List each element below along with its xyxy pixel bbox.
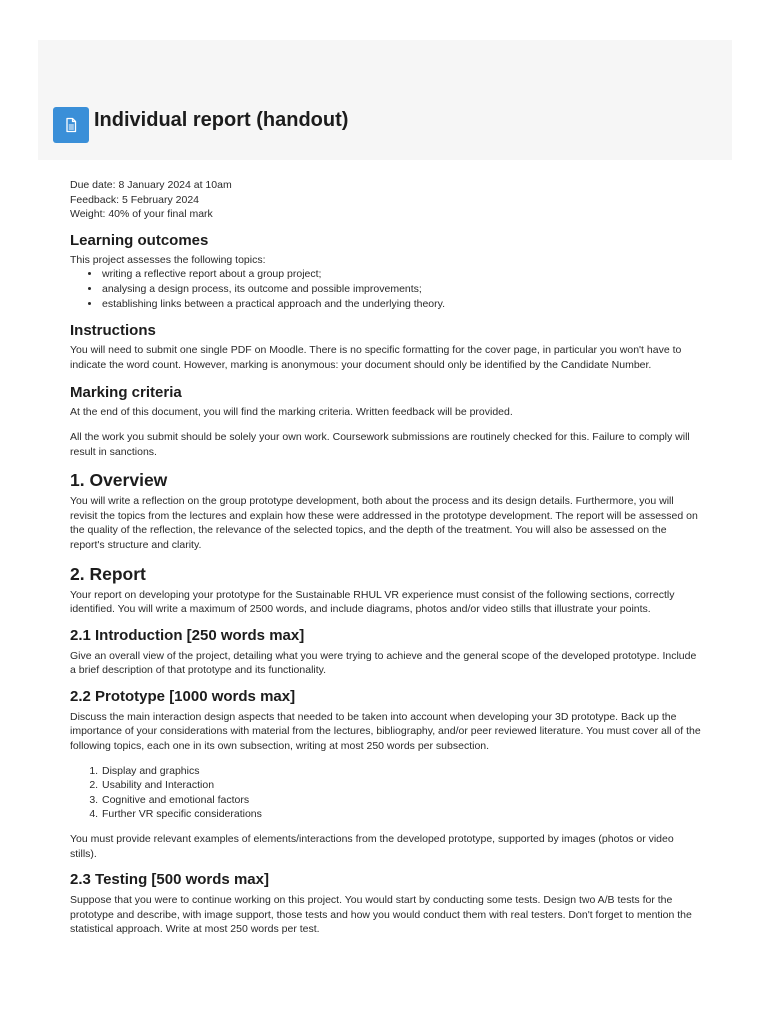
learning-outcomes-intro: This project assesses the following topics: bbox=[70, 253, 266, 266]
document-icon bbox=[53, 107, 89, 143]
introduction-text: Give an overall view of the project, detailing what you were trying to achieve and the general scope of the developed prototype. Include a brief description of that prototype and its functionality. bbox=[70, 649, 697, 677]
instructions-text: You will need to submit one single PDF on Moodle. There is no specific formatting for the cover page, in particular you won't have to indicate the word count. However, marking is anonymous: your document should only be identified by the Candidate Number. bbox=[70, 344, 682, 371]
prototype-examples-text: You must provide relevant examples of elements/interactions from the developed prototype, supported by images (photos or video stills). bbox=[70, 833, 674, 860]
list-item: 1. Display and graphics bbox=[101, 764, 702, 779]
document-body bbox=[70, 178, 702, 937]
list-item: • establishing links between a practical approach and the underlying theory. bbox=[101, 297, 702, 312]
overview-heading: 1. Overview bbox=[70, 470, 168, 491]
prototype-topics-list bbox=[70, 764, 702, 822]
page-title: Individual report (handout) bbox=[94, 109, 349, 131]
list-item: 3. Cognitive and emotional factors bbox=[101, 793, 702, 808]
testing-heading: 2.3 Testing [500 words max] bbox=[70, 871, 269, 889]
prototype-heading: 2.2 Prototype [1000 words max] bbox=[70, 687, 296, 705]
instructions-heading: Instructions bbox=[70, 322, 156, 340]
weight: Weight: 40% of your final mark bbox=[70, 208, 213, 221]
meta-block bbox=[70, 178, 702, 222]
prototype-text: Discuss the main interaction design aspects that needed to be taken into account when developing your 3D prototype. Back up the importance of your considerations with material from the lectures, bibliography, and/or peer reviewed literature. You must cover all of the following topics, each one in its own subsection, writing at most 250 words per subsection. bbox=[70, 710, 701, 753]
due-date: Due date: 8 January 2024 at 10am bbox=[70, 179, 232, 191]
list-item: • writing a reflective report about a group project; bbox=[101, 267, 702, 282]
introduction-heading: 2.1 Introduction [250 words max] bbox=[70, 626, 305, 644]
marking-criteria-text: At the end of this document, you will find the marking criteria. Written feedback will be provided. bbox=[70, 406, 513, 419]
report-heading: 2. Report bbox=[70, 563, 146, 584]
own-work-notice: All the work you submit should be solely your own work. Coursework submissions are routinely checked for this. Failure to comply will result in sanctions. bbox=[70, 430, 690, 458]
document-glyph-icon bbox=[62, 116, 80, 134]
overview-text: You will write a reflection on the group prototype development, both about the process and its design details. Furthermore, you will revisit the topics from the lectures and explain how these were addressed in the prototype development. The report will be assessed on the quality of the reflection, the relevance of the selected topics, and the depth of the treatment. You will also be assessed on the report's structure and clarity. bbox=[70, 495, 698, 551]
list-item: 2. Usability and Interaction bbox=[101, 778, 702, 793]
marking-criteria-heading: Marking criteria bbox=[70, 384, 182, 402]
list-item: 4. Further VR specific considerations bbox=[101, 807, 702, 822]
testing-text: Suppose that you were to continue working on this project. You would start by conducting some tests. Design two A/B tests for the prototype and describe, with image support, those tests and how you would conduct them with real testers. Don't forget to mention the statistical approach. Write at most 250 words per test. bbox=[70, 894, 692, 936]
report-text: Your report on developing your prototype for the Sustainable RHUL VR experience must consist of the following sections, correctly identified. You will write a maximum of 2500 words, and include diagrams, photos and/or video stills that illustrate your points. bbox=[70, 588, 675, 616]
learning-outcomes-list bbox=[70, 267, 702, 311]
learning-outcomes-heading: Learning outcomes bbox=[70, 231, 209, 249]
header-band bbox=[38, 40, 732, 160]
feedback-date: Feedback: 5 February 2024 bbox=[70, 193, 199, 206]
list-item: • analysing a design process, its outcome and possible improvements; bbox=[101, 282, 702, 297]
